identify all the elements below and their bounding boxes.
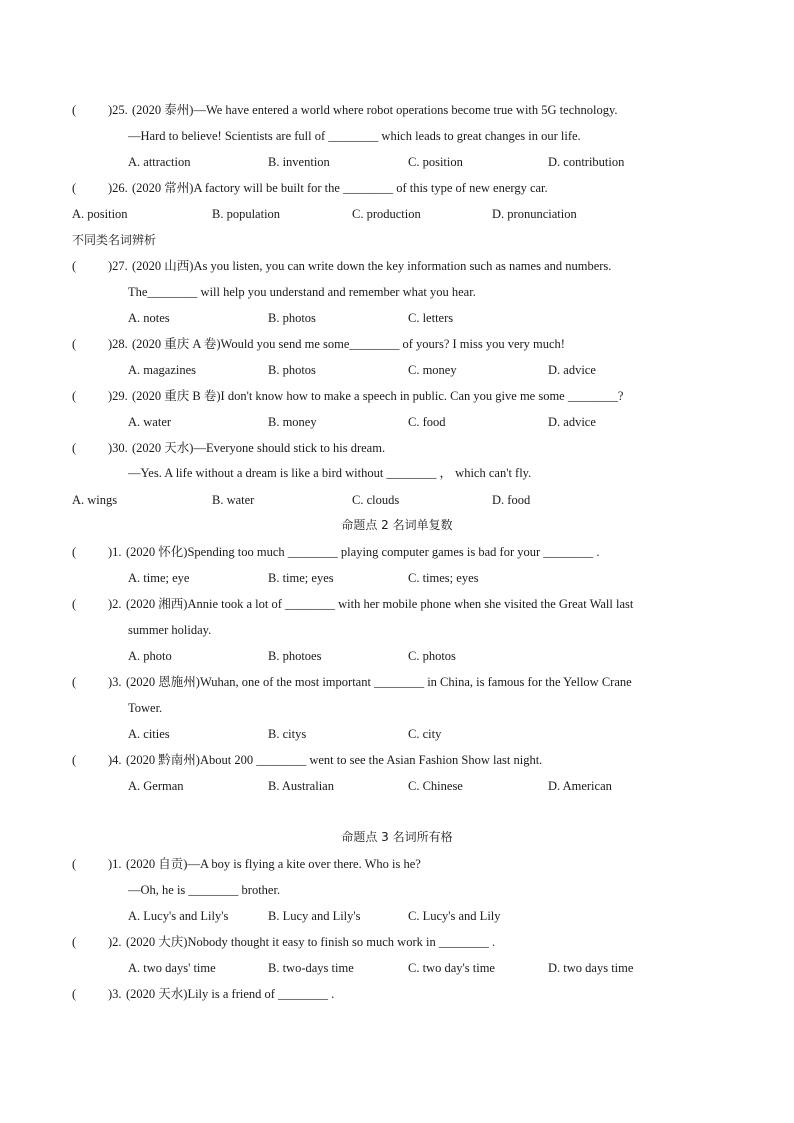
question-continuation: Tower. bbox=[128, 701, 163, 715]
question-number: )1. bbox=[108, 545, 122, 559]
option-c: C. Chinese bbox=[408, 779, 463, 793]
question-number: )2. bbox=[108, 597, 122, 611]
question-continuation: —Hard to believe! Scientists are full of ________ which leads to great changes in our life. bbox=[128, 129, 581, 143]
option-c: C. position bbox=[408, 155, 463, 169]
section-heading: 命题点 2 名词单复数 bbox=[341, 518, 453, 532]
question-number: )2. bbox=[108, 935, 122, 949]
question-number: )4. bbox=[108, 753, 122, 767]
option-a: A. magazines bbox=[128, 363, 197, 377]
answer-blank[interactable]: ( bbox=[72, 753, 77, 767]
option-c: C. times; eyes bbox=[408, 571, 479, 585]
question-stem: (2020 常州)A factory will be built for the ________ of this type of new energy car. bbox=[132, 181, 548, 195]
option-c: C. Lucy's and Lily bbox=[408, 909, 501, 923]
option-b: B. Lucy and Lily's bbox=[268, 909, 361, 923]
option-a: A. water bbox=[128, 415, 172, 429]
question-stem: (2020 湘西)Annie took a lot of ________ with her mobile phone when she visited the Great Wall last bbox=[126, 597, 634, 611]
question-stem: (2020 重庆 A 卷)Would you send me some________ of yours? I miss you very much! bbox=[132, 337, 565, 351]
question-stem: (2020 泰州)—We have entered a world where robot operations become true with 5G technology. bbox=[132, 103, 618, 117]
answer-blank[interactable]: ( bbox=[72, 597, 77, 611]
question-continuation: summer holiday. bbox=[128, 623, 212, 637]
option-a: A. cities bbox=[128, 727, 170, 741]
option-c: C. money bbox=[408, 363, 457, 377]
question-continuation: —Oh, he is ________ brother. bbox=[128, 883, 281, 897]
option-b: B. photos bbox=[268, 363, 316, 377]
question-stem: (2020 重庆 B 卷)I don't know how to make a speech in public. Can you give me some ________? bbox=[132, 389, 624, 403]
option-a: A. two days' time bbox=[128, 961, 216, 975]
option-b: B. water bbox=[212, 493, 255, 507]
option-c: C. food bbox=[408, 415, 446, 429]
answer-blank[interactable]: ( bbox=[72, 103, 77, 117]
question-stem: (2020 天水)—Everyone should stick to his dream. bbox=[132, 441, 386, 455]
answer-blank[interactable]: ( bbox=[72, 181, 77, 195]
question-stem: (2020 天水)Lily is a friend of ________ . bbox=[126, 987, 335, 1001]
option-c: C. two day's time bbox=[408, 961, 495, 975]
option-b: B. invention bbox=[268, 155, 330, 169]
option-b: B. time; eyes bbox=[268, 571, 334, 585]
option-d: D. contribution bbox=[548, 155, 625, 169]
question-number: )3. bbox=[108, 987, 122, 1001]
question-number: )28. bbox=[108, 337, 128, 351]
option-d: D. American bbox=[548, 779, 612, 793]
option-a: A. Lucy's and Lily's bbox=[128, 909, 229, 923]
option-b: B. Australian bbox=[268, 779, 334, 793]
option-b: B. photos bbox=[268, 311, 316, 325]
option-b: B. two-days time bbox=[268, 961, 354, 975]
option-a: A. photo bbox=[128, 649, 172, 663]
question-stem: (2020 怀化)Spending too much ________ playing computer games is bad for your ________ . bbox=[126, 545, 600, 559]
answer-blank[interactable]: ( bbox=[72, 389, 77, 403]
answer-blank[interactable]: ( bbox=[72, 545, 77, 559]
option-c: C. photos bbox=[408, 649, 456, 663]
option-c: C. production bbox=[352, 207, 421, 221]
answer-blank[interactable]: ( bbox=[72, 259, 77, 273]
option-d: D. food bbox=[492, 493, 531, 507]
question-number: )30. bbox=[108, 441, 128, 455]
question-number: )1. bbox=[108, 857, 122, 871]
answer-blank[interactable]: ( bbox=[72, 337, 77, 351]
question-number: )27. bbox=[108, 259, 128, 273]
question-stem: (2020 大庆)Nobody thought it easy to finish so much work in ________ . bbox=[126, 935, 496, 949]
option-a: A. notes bbox=[128, 311, 170, 325]
option-a: A. German bbox=[128, 779, 184, 793]
option-d: D. pronunciation bbox=[492, 207, 577, 221]
answer-blank[interactable]: ( bbox=[72, 857, 77, 871]
option-a: A. wings bbox=[72, 493, 118, 507]
option-a: A. time; eye bbox=[128, 571, 190, 585]
question-stem: (2020 山西)As you listen, you can write down the key information such as names and numbers. bbox=[132, 259, 612, 273]
option-a: A. position bbox=[72, 207, 128, 221]
question-number: )3. bbox=[108, 675, 122, 689]
question-number: )29. bbox=[108, 389, 128, 403]
question-stem: (2020 恩施州)Wuhan, one of the most important ________ in China, is famous for the Yellow Crane bbox=[126, 675, 632, 689]
option-c: C. city bbox=[408, 727, 442, 741]
option-d: D. advice bbox=[548, 415, 596, 429]
option-c: C. letters bbox=[408, 311, 454, 325]
option-c: C. clouds bbox=[352, 493, 400, 507]
option-b: B. money bbox=[268, 415, 317, 429]
question-stem: (2020 自贡)—A boy is flying a kite over there. Who is he? bbox=[126, 857, 421, 871]
answer-blank[interactable]: ( bbox=[72, 935, 77, 949]
option-b: B. citys bbox=[268, 727, 307, 741]
subheading: 不同类名词辨析 bbox=[72, 233, 157, 247]
option-b: B. photoes bbox=[268, 649, 322, 663]
question-continuation: The________ will help you understand and remember what you hear. bbox=[128, 285, 476, 299]
question-number: )26. bbox=[108, 181, 128, 195]
section-heading: 命题点 3 名词所有格 bbox=[341, 830, 453, 844]
answer-blank[interactable]: ( bbox=[72, 675, 77, 689]
question-number: )25. bbox=[108, 103, 128, 117]
answer-blank[interactable]: ( bbox=[72, 987, 77, 1001]
option-b: B. population bbox=[212, 207, 281, 221]
option-a: A. attraction bbox=[128, 155, 191, 169]
option-d: D. two days time bbox=[548, 961, 634, 975]
option-d: D. advice bbox=[548, 363, 596, 377]
question-continuation: —Yes. A life without a dream is like a bird without ________ ， which can't fly. bbox=[128, 466, 532, 480]
answer-blank[interactable]: ( bbox=[72, 441, 77, 455]
question-stem: (2020 黔南州)About 200 ________ went to see the Asian Fashion Show last night. bbox=[126, 753, 543, 767]
